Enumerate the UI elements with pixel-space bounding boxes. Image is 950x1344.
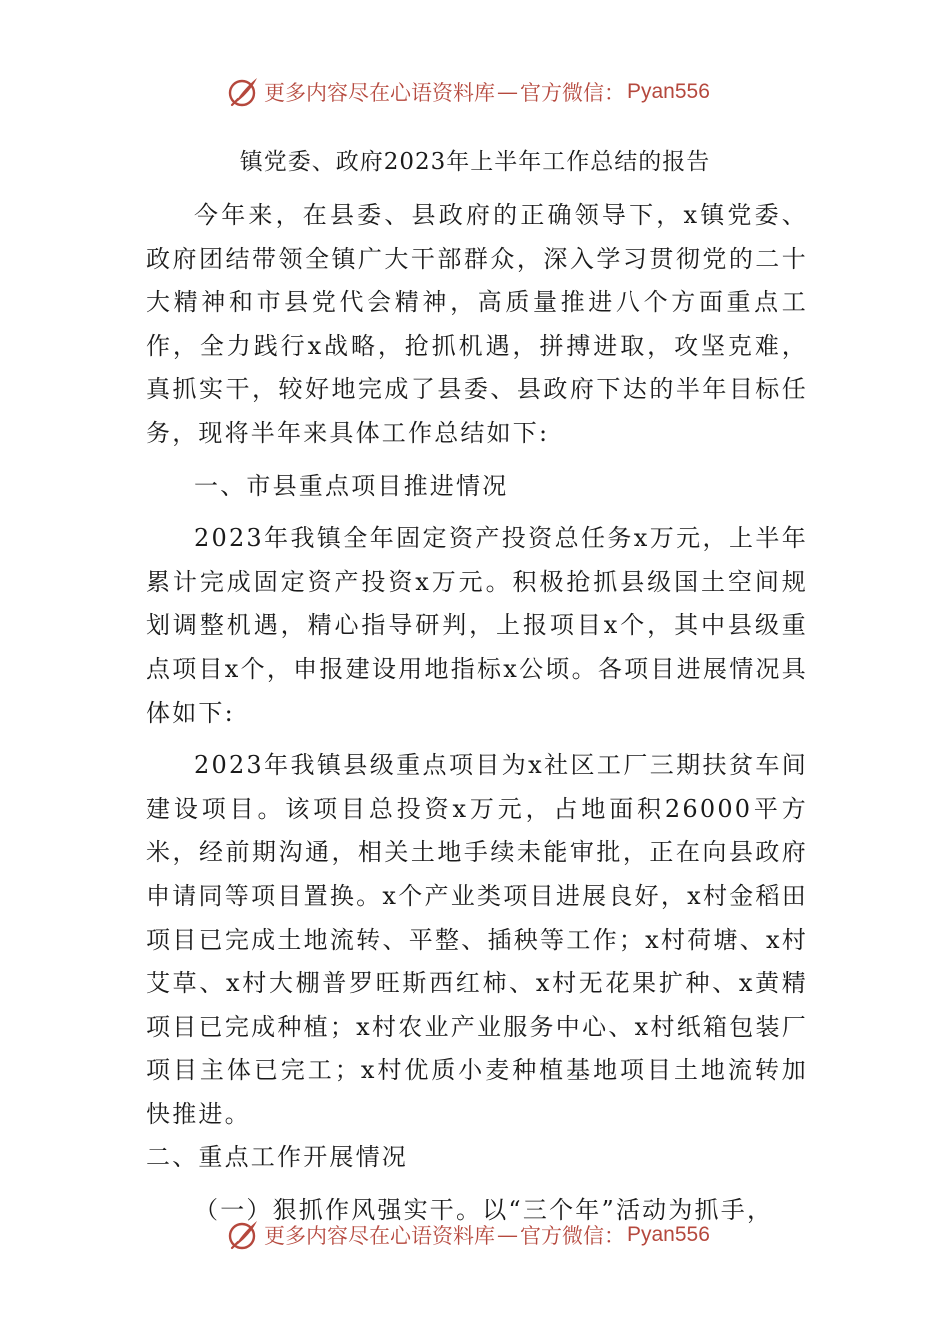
quill-logo-icon: [226, 75, 260, 109]
banner-wechat-label: 官方微信：: [520, 81, 625, 105]
banner-wechat-id: Pyan556: [627, 1223, 710, 1246]
banner-wechat-id: Pyan556: [627, 80, 710, 103]
document-body: [146, 194, 808, 1233]
banner-wechat-label: 官方微信：: [520, 1224, 625, 1248]
section-heading-1: 一、市县重点项目推进情况: [194, 471, 509, 500]
paragraph-intro: 今年来，在县委、县政府的正确领导下，x镇党委、政府团结带领全镇广大干部群众，深入学习贯彻党的二十大精神和市县党代会精神，高质量推进八个方面重点工作，全力践行x战略，抢抓机遇，拼搏进取，攻坚克难，真抓实干，较好地完成了县委、县政府下达的半年目标任务，现将半年来具体工作总结如下:: [146, 201, 808, 447]
watermark-banner-top: [226, 72, 746, 112]
paragraph-work-style: （一）狠抓作风强实干。以“三个年”活动为抓手，: [194, 1196, 774, 1225]
paragraph-key-projects: 2023年我镇县级重点项目为x社区工厂三期扶贫车间建设项目。该项目总投资x万元，占地面积26000平方米，经前期沟通，相关土地手续未能审批，正在向县政府申请同等项目置换。x个产业类项目进展良好，x村金稻田项目已完成土地流转、平整、插秧等工作；x村荷塘、x村艾草、x村大棚普罗旺斯西红柿、x村无花果扩种、x黄精项目已完成种植；x村农业产业服务中心、x村纸箱包装厂项目主体已完工；x村优质小麦种植基地项目土地流转加快推进。: [146, 751, 808, 1128]
watermark-banner-bottom: [226, 1215, 746, 1255]
document-title: 镇党委、政府2023年上半年工作总结的报告: [239, 149, 711, 175]
section-heading-2: 二、重点工作开展情况: [146, 1143, 408, 1172]
paragraph-investment: 2023年我镇全年固定资产投资总任务x万元，上半年累计完成固定资产投资x万元。积极抢抓县级国土空间规划调整机遇，精心指导研判，上报项目x个，其中县级重点项目x个，申报建设用地指标x公顷。各项目进展情况具体如下:: [146, 524, 808, 727]
banner-dash: —: [497, 80, 518, 104]
banner-dash: —: [497, 1223, 518, 1247]
quill-logo-icon: [226, 1218, 260, 1252]
banner-main-text: 更多内容尽在心语资料库: [264, 81, 495, 105]
banner-main-text: 更多内容尽在心语资料库: [264, 1224, 495, 1248]
